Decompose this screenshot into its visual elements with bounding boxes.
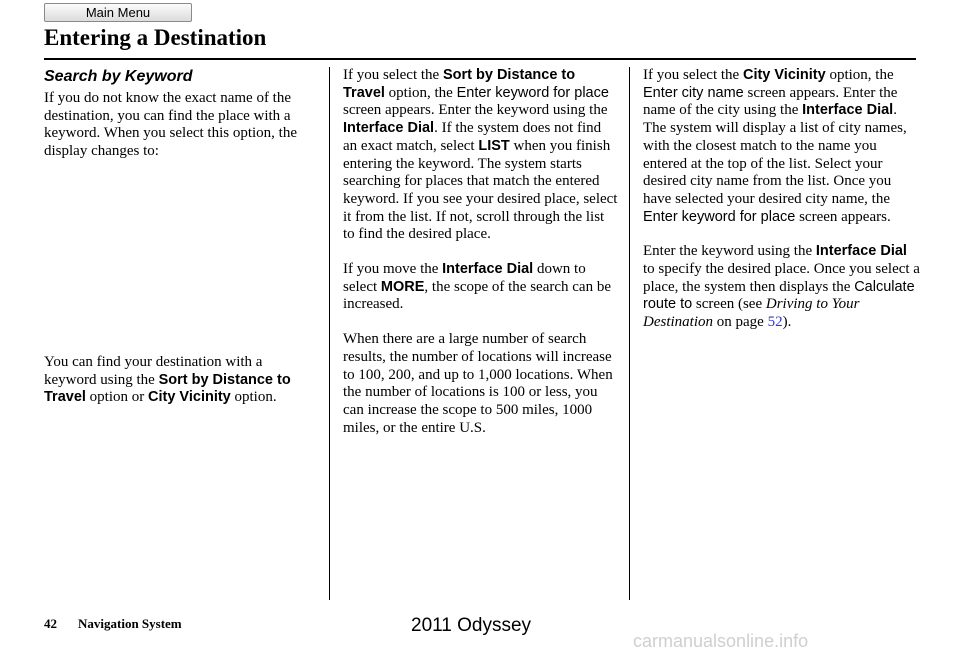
- column-3: [643, 67, 921, 349]
- title-rule: [44, 58, 916, 60]
- text: option, the: [384, 84, 457, 101]
- col1-paragraph-2: [44, 354, 310, 407]
- text: screen (see: [692, 296, 766, 313]
- option-name: City Vicinity: [742, 67, 826, 83]
- text: screen appears. Enter the name of the city using the: [643, 84, 898, 119]
- text: , the scope of the search can be increased.: [343, 278, 611, 313]
- col2-paragraph-3: [343, 331, 618, 437]
- cross-reference-title: Driving to Your Destination: [643, 296, 860, 331]
- option-name: MORE: [380, 278, 425, 295]
- text: . If the system does not find an exact match, select: [343, 120, 602, 154]
- screen-name: Enter city name: [643, 84, 744, 101]
- col1-paragraph-1: [44, 90, 310, 161]
- text: If you select the: [343, 67, 443, 83]
- page-number: 42: [44, 616, 57, 631]
- control-name: Interface Dial: [442, 261, 534, 278]
- text: on page: [713, 314, 768, 331]
- text: option.: [230, 389, 277, 406]
- text: . The system will display a list of city names, with the closest match to the name you entered at the top of the list. Select your desired city name from the list. Once you have selected your desired city name, the: [643, 102, 907, 207]
- col3-paragraph-2: [643, 243, 921, 332]
- col2-paragraph-2: [343, 261, 618, 314]
- option-name: LIST: [478, 137, 510, 154]
- text: You can find your destination with a keyword using the: [44, 353, 263, 388]
- col2-paragraph-1: [343, 67, 618, 244]
- text: screen appears. Enter the keyword using the: [343, 102, 608, 119]
- text: option or: [85, 389, 149, 406]
- control-name: Interface Dial: [815, 243, 907, 260]
- option-name: Sort by Distance to Travel: [44, 371, 291, 406]
- option-name: City Vicinity: [148, 389, 231, 406]
- control-name: Interface Dial: [802, 102, 894, 119]
- column-2: [343, 67, 618, 454]
- main-menu-button[interactable]: Main Menu: [44, 3, 192, 22]
- footer-model: 2011 Odyssey: [411, 615, 532, 636]
- column-1: [44, 67, 310, 424]
- text: When there are a large number of search results, the number of locations will increase to 100, 200, and up to 1,000 locations. When the number of locations is 100 or less, you can increase the scope to 500 miles, 1000 miles, or the entire U.S.: [343, 331, 613, 436]
- column-divider-1: [329, 67, 330, 600]
- text: ).: [782, 314, 792, 331]
- column-divider-2: [629, 67, 630, 600]
- page-title: Entering a Destination: [44, 25, 267, 50]
- screen-name: Calculate route to: [643, 278, 915, 313]
- text: If you do not know the exact name of the destination, you can find the place with a keyword. When you select this option, the display changes to:: [44, 90, 298, 160]
- section-heading: Search by Keyword: [44, 68, 193, 85]
- watermark: carmanualsonline.info: [633, 631, 809, 651]
- screen-name: Enter keyword for place: [456, 84, 609, 101]
- text: when you finish entering the keyword. The system starts searching for places that match the entered keyword. If you see your desired place, select it from the list. If not, scroll through the list to find the desired place.: [343, 137, 618, 243]
- control-name: Interface Dial: [343, 120, 435, 137]
- col3-paragraph-1: [643, 67, 921, 226]
- text: If you select the: [643, 67, 743, 83]
- text: to specify the desired place. Once you select a place, the system then displays the: [643, 261, 920, 295]
- text: Enter the keyword using the: [643, 243, 816, 260]
- text: screen appears.: [795, 208, 891, 225]
- image-placeholder: [44, 178, 310, 354]
- option-name: Sort by Distance to Travel: [343, 67, 576, 101]
- screen-name: Enter keyword for place: [643, 208, 796, 225]
- footer-section: Navigation System: [78, 616, 182, 631]
- page-link[interactable]: 52: [767, 314, 783, 331]
- text: option, the: [825, 67, 894, 83]
- text: If you move the: [343, 261, 443, 278]
- text: down to select: [343, 261, 586, 295]
